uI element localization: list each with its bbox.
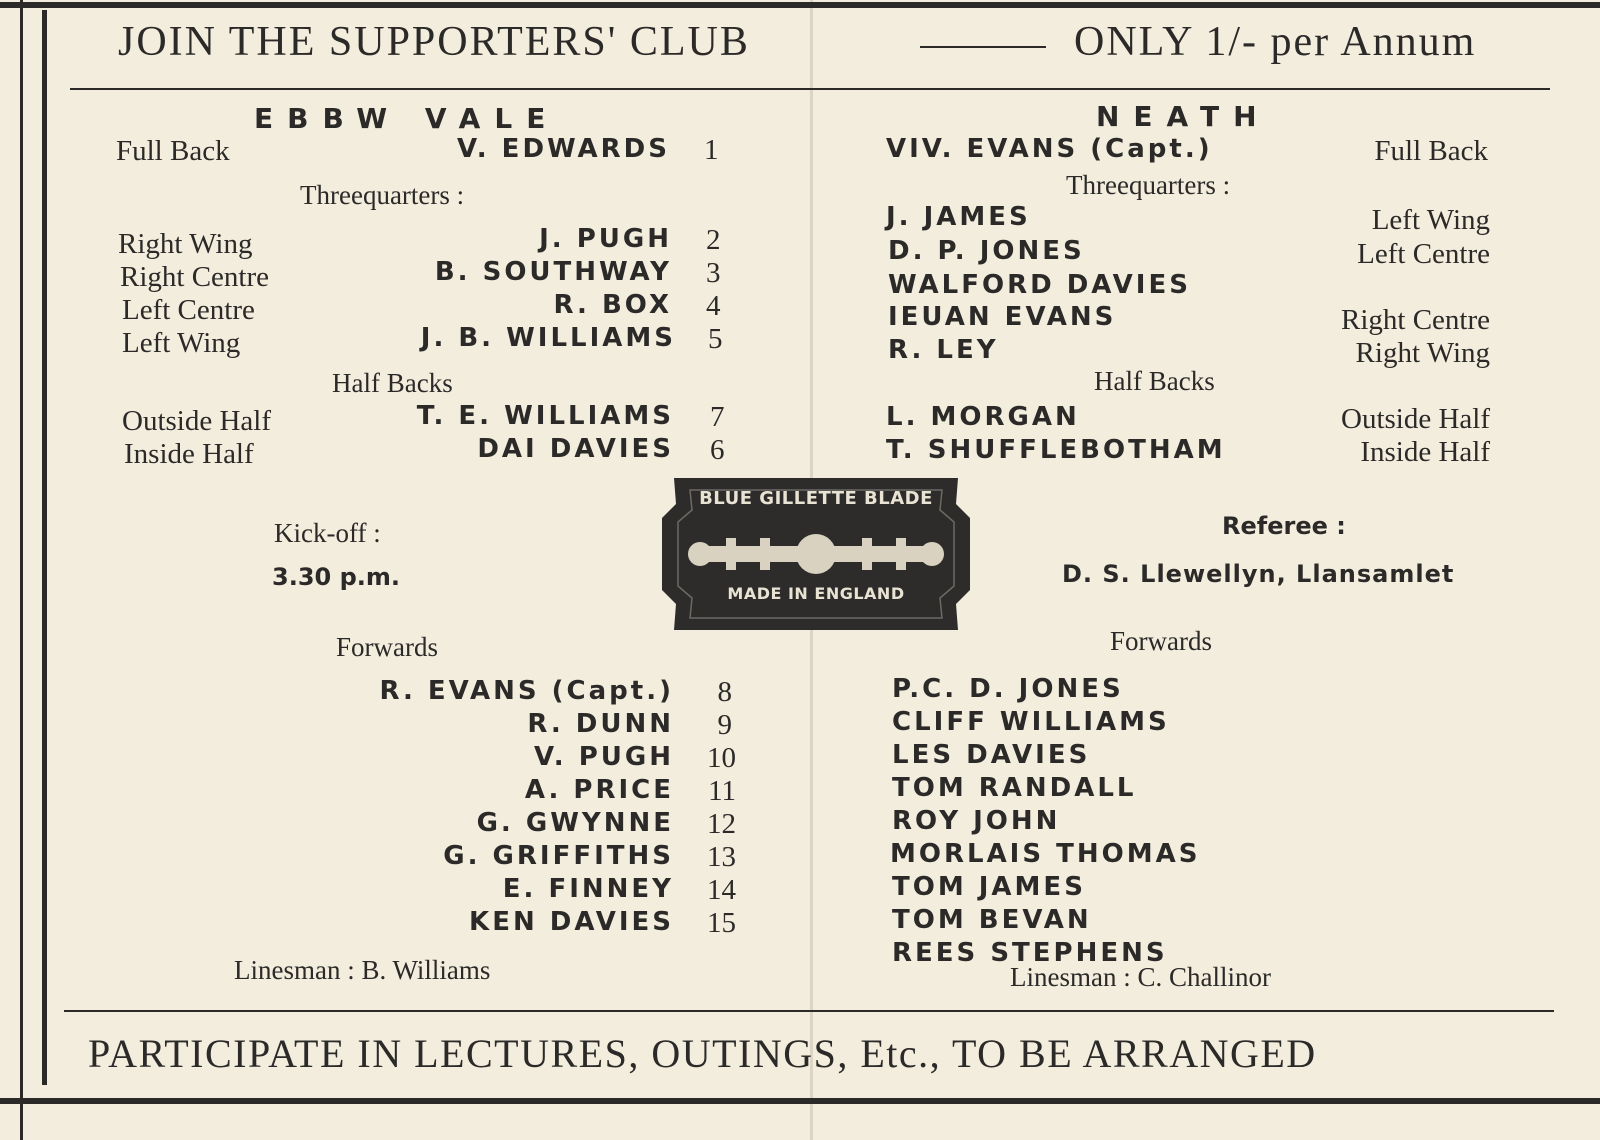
referee-name: D. S. Llewellyn, Llansamlet <box>1062 560 1455 588</box>
ebbw-tq4-name: J. B. WILLIAMS <box>420 323 676 353</box>
header-left-text: JOIN THE SUPPORTERS' CLUB <box>118 19 750 65</box>
ebbw-fullback-position: Full Back <box>116 135 230 167</box>
ebbw-fwd-name: A. PRICE <box>524 775 674 805</box>
ebbw-fwd-number: 13 <box>707 841 736 873</box>
neath-fullback-position: Full Back <box>1374 135 1488 167</box>
ebbw-fwd-number: 15 <box>707 907 736 939</box>
advert-bottom-text: MADE IN ENGLAND <box>727 584 905 603</box>
neath-team-name: NEATH <box>1096 100 1271 133</box>
gillette-blade-advert <box>660 474 972 634</box>
ebbw-hb1-position: Outside Half <box>122 405 271 437</box>
ebbw-fullback-name: V. EDWARDS <box>456 134 670 164</box>
ebbw-tq3-name: R. BOX <box>553 290 672 320</box>
ebbw-fullback-number: 1 <box>704 134 719 166</box>
neath-hb-position: Inside Half <box>1360 436 1490 468</box>
ebbw-halfbacks-heading: Half Backs <box>332 368 453 398</box>
neath-fwd-name: P.C. D. JONES <box>892 674 1124 704</box>
header-dash <box>920 46 1046 48</box>
neath-tq-position: Right Wing <box>1355 337 1490 369</box>
neath-halfbacks-heading: Half Backs <box>1094 366 1215 396</box>
ebbw-tq1-position: Right Wing <box>118 228 253 260</box>
ebbw-tq3-position: Left Centre <box>122 294 255 326</box>
ebbw-forwards-heading: Forwards <box>336 632 438 662</box>
top-border <box>0 2 1600 8</box>
neath-forwards-heading: Forwards <box>1110 626 1212 656</box>
ebbw-hb1-number: 7 <box>710 401 725 433</box>
neath-tq-position: Right Centre <box>1340 304 1490 336</box>
ebbw-fwd-number: 12 <box>707 808 736 840</box>
ebbw-fwd-name: G. GWYNNE <box>476 808 674 838</box>
ebbw-tq4-number: 5 <box>708 323 723 355</box>
header-right-text: ONLY 1/- per Annum <box>1074 19 1477 65</box>
ebbw-tq2-name: B. SOUTHWAY <box>434 257 672 287</box>
neath-tq-name: IEUAN EVANS <box>888 302 1117 332</box>
referee-label: Referee : <box>1222 512 1346 540</box>
ebbw-threequarters-heading: Threequarters : <box>300 180 465 210</box>
neath-fwd-name: CLIFF WILLIAMS <box>892 707 1170 737</box>
ebbw-fwd-number: 8 <box>717 676 732 708</box>
ebbw-fwd-number: 10 <box>707 742 736 774</box>
neath-fwd-name: ROY JOHN <box>892 806 1061 836</box>
ebbw-tq2-number: 3 <box>706 257 721 289</box>
neath-tq-position: Left Centre <box>1357 238 1490 270</box>
neath-fwd-name: REES STEPHENS <box>892 938 1168 968</box>
ebbw-tq1-name: J. PUGH <box>539 224 672 254</box>
neath-hb-name: T. SHUFFLEBOTHAM <box>886 435 1226 465</box>
ebbw-fwd-name: R. EVANS (Capt.) <box>379 676 674 706</box>
ebbw-fwd-number: 14 <box>707 874 736 906</box>
neath-hb-name: L. MORGAN <box>886 402 1080 432</box>
ebbw-vale-team-name: EBBW VALE <box>254 102 560 135</box>
neath-tq-name: R. LEY <box>888 335 999 365</box>
left-outer-border <box>20 0 23 1140</box>
ebbw-hb1-name: T. E. WILLIAMS <box>416 401 674 431</box>
bottom-border <box>0 1098 1600 1104</box>
ebbw-fwd-name: KEN DAVIES <box>469 907 674 937</box>
ebbw-linesman: Linesman : B. Williams <box>234 955 491 985</box>
neath-tq-name: D. P. JONES <box>888 236 1085 266</box>
neath-fwd-name: TOM BEVAN <box>892 905 1092 935</box>
ebbw-fwd-number: 11 <box>708 775 736 807</box>
ebbw-fwd-name: R. DUNN <box>527 709 674 739</box>
ebbw-hb2-position: Inside Half <box>124 438 254 470</box>
ebbw-tq1-number: 2 <box>706 224 721 256</box>
advert-top-text: BLUE GILLETTE BLADE <box>699 488 933 509</box>
neath-fwd-name: TOM JAMES <box>892 872 1086 902</box>
kickoff-label: Kick-off : <box>274 518 381 548</box>
neath-linesman: Linesman : C. Challinor <box>1010 962 1271 992</box>
footer-rule <box>64 1010 1554 1012</box>
neath-tq-position: Left Wing <box>1371 204 1490 236</box>
ebbw-tq3-number: 4 <box>706 290 721 322</box>
neath-fullback-name: VIV. EVANS (Capt.) <box>886 134 1213 164</box>
neath-tq-name: WALFORD DAVIES <box>888 270 1191 300</box>
ebbw-fwd-name: V. PUGH <box>534 742 674 772</box>
neath-fwd-name: LES DAVIES <box>892 740 1091 770</box>
ebbw-fwd-name: G. GRIFFITHS <box>443 841 674 871</box>
ebbw-hb2-number: 6 <box>710 434 725 466</box>
neath-tq-name: J. JAMES <box>886 202 1031 232</box>
neath-fwd-name: TOM RANDALL <box>892 773 1137 803</box>
header-rule <box>70 88 1550 90</box>
ebbw-fwd-number: 9 <box>717 709 732 741</box>
ebbw-fwd-name: E. FINNEY <box>502 874 674 904</box>
neath-hb-position: Outside Half <box>1341 403 1490 435</box>
ebbw-tq4-position: Left Wing <box>122 327 241 359</box>
kickoff-time: 3.30 p.m. <box>272 563 400 591</box>
neath-threequarters-heading: Threequarters : <box>1066 170 1231 200</box>
left-inner-border <box>42 10 47 1085</box>
ebbw-hb2-name: DAI DAVIES <box>477 434 674 464</box>
neath-fwd-name: MORLAIS THOMAS <box>890 839 1201 869</box>
footer-text: PARTICIPATE IN LECTURES, OUTINGS, Etc., TO BE ARRANGED <box>88 1031 1317 1076</box>
ebbw-tq2-position: Right Centre <box>120 261 270 293</box>
